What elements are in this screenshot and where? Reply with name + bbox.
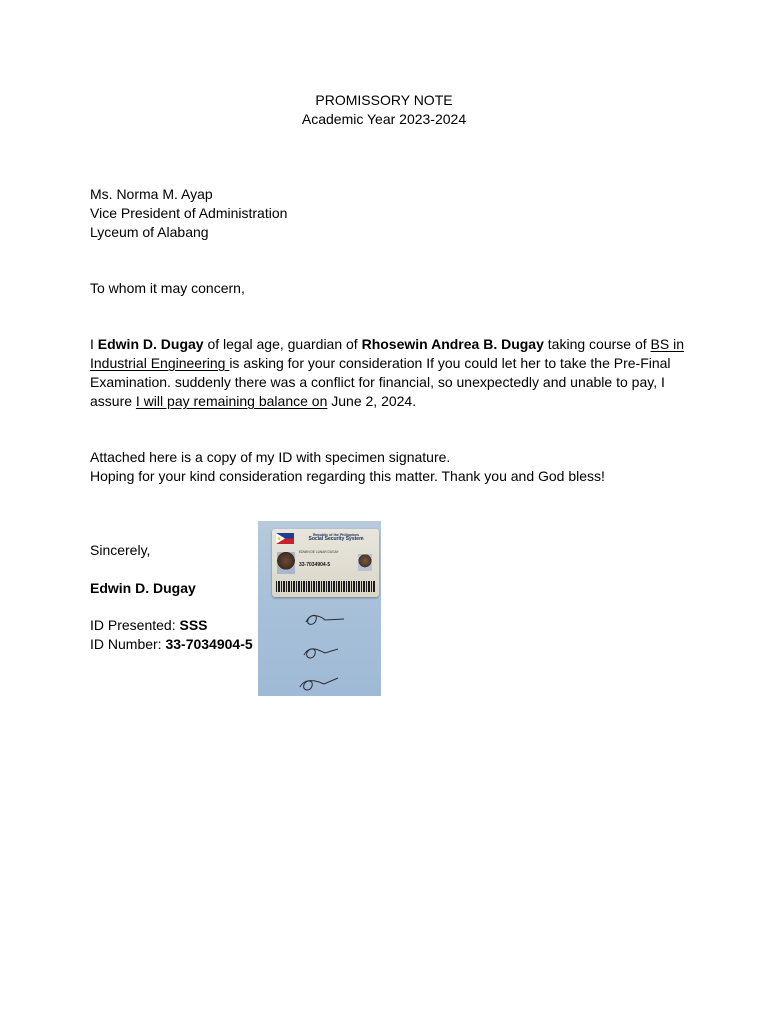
payment-promise: I will pay remaining balance on bbox=[135, 393, 328, 409]
id-number-value: 33-7034904-5 bbox=[165, 636, 253, 652]
guardian-name: Edwin D. Dugay bbox=[97, 336, 204, 352]
id-number-label: ID Number: bbox=[90, 636, 166, 652]
body-text: I bbox=[90, 336, 98, 352]
id-card-header-republic: Republic of the Philippines bbox=[312, 533, 360, 537]
id-card-name: EDWIN DE LUNAR DUGAY bbox=[299, 550, 339, 554]
closing-sincerely: Sincerely, bbox=[90, 542, 151, 558]
attachment-line: Attached here is a copy of my ID with specimen signature. bbox=[90, 449, 451, 465]
specimen-signature-1 bbox=[306, 615, 344, 624]
signer-name: Edwin D. Dugay bbox=[90, 580, 196, 596]
id-with-specimen-signature-photo bbox=[258, 521, 381, 696]
document-subtitle: Academic Year 2023-2024 bbox=[301, 111, 467, 127]
recipient-name: Ms. Norma M. Ayap bbox=[90, 186, 213, 202]
body-text: June 2, 2024. bbox=[327, 393, 417, 409]
recipient-position: Vice President of Administration bbox=[90, 205, 288, 221]
body-text: of legal age, guardian of bbox=[203, 336, 362, 352]
body-line-1 bbox=[90, 335, 690, 354]
specimen-signature-2 bbox=[304, 649, 338, 658]
id-card-number: 33-7034904-5 bbox=[299, 562, 331, 568]
document-title: PROMISSORY NOTE bbox=[315, 92, 453, 108]
id-presented-value: SSS bbox=[179, 617, 208, 633]
id-presented bbox=[90, 616, 208, 635]
body-line-2 bbox=[90, 354, 690, 373]
course-name-part1: BS in bbox=[650, 336, 684, 352]
id-number bbox=[90, 635, 253, 654]
salutation: To whom it may concern, bbox=[90, 280, 245, 296]
body-paragraph bbox=[90, 335, 690, 411]
body-text: assure bbox=[90, 393, 136, 409]
course-name-part2: Industrial Engineering bbox=[90, 355, 230, 371]
id-presented-label: ID Presented: bbox=[90, 617, 180, 633]
body-line-4 bbox=[90, 392, 690, 411]
body-line-3 bbox=[90, 373, 690, 392]
student-name: Rhosewin Andrea B. Dugay bbox=[361, 336, 544, 352]
body-text: Examination. suddenly there was a conflict for financial, so unexpectedly and unable to pay, I bbox=[90, 374, 665, 390]
recipient-institution: Lyceum of Alabang bbox=[90, 224, 209, 240]
specimen-signature-3 bbox=[300, 678, 338, 690]
body-text: is asking for your consideration If you could let her to take the Pre-Final bbox=[229, 355, 671, 371]
body-text: taking course of bbox=[543, 336, 651, 352]
closing-remark: Hoping for your kind consideration regarding this matter. Thank you and God bless! bbox=[90, 468, 605, 484]
specimen-signatures bbox=[258, 521, 381, 696]
id-card-header-agency: Social Security System bbox=[308, 536, 364, 543]
